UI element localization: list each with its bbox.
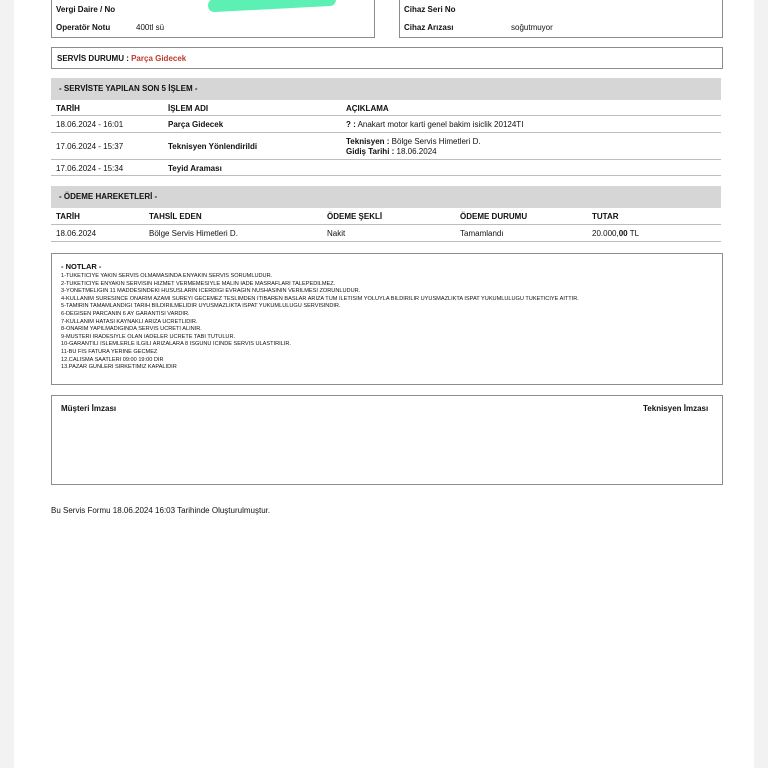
pay-row1-method: Nakit: [327, 229, 346, 238]
pay-col-date: TARİH: [56, 212, 80, 221]
note-item: 5-TAMIRIN TAMAMLANDIGI TARIH BILDIRILMELIDIR UYUSMAZLIKTA ISPAT YUKUMLULUGU SERVISINDIR.: [61, 303, 341, 310]
ops-row3-name: Teyid Araması: [168, 164, 222, 173]
ops-row2-tech-value: Bölge Servis Himetleri D.: [391, 137, 481, 146]
ops-row2-desc: [346, 137, 481, 146]
notes-list: [61, 273, 579, 372]
device-fault-label: Cihaz Arızası: [404, 23, 454, 32]
last-operations-header: - SERVİSTE YAPILAN SON 5 İŞLEM -: [51, 78, 721, 100]
ops-row1-name: Parça Gidecek: [168, 120, 224, 129]
note-item: 9-MUSTERI IRADESIYLE OLAN IADELER UCRETE TABI TUTULUR.: [61, 333, 236, 340]
note-item: 10-GARANTILI ISLEMLERLE ILGILI ARIZALARA 8 ISGUNU ICINDE SERVIS ULASTIRILIR.: [61, 341, 291, 348]
ops-col-name: İŞLEM ADI: [168, 104, 209, 113]
device-serial-label: Cihaz Seri No: [404, 5, 456, 14]
pay-row1-amount-main: 20.000,: [592, 229, 619, 238]
note-item: 3-YONETMELIGIN 11 MADDESINDEKI HUSUSLARIN ICERDIGI EVRAGIN NUSHASININ VERILMESI ZORUNLUDUR.: [61, 288, 361, 295]
ops-row2-line: [51, 159, 721, 160]
tax-office-label: Vergi Daire / No: [56, 5, 116, 14]
note-item: 7-KULLANIM HATASI KAYNAKLI ARIZA UCRETLIDIR.: [61, 318, 198, 325]
ops-row3-date: 17.06.2024 - 15:34: [56, 164, 124, 173]
service-status-value: Parça Gidecek: [131, 54, 187, 63]
ops-row2-desc2: [346, 147, 437, 156]
note-item: 4-KULLANIM SURESINCE ONARIM AZAMI SUREYI GECEMEZ TESLIMDEN ITIBAREN BASLAR ARIZA TUM ILETISIM YOLUYLA BILDIRILIR UYUSMAZLIKTA ISPAT YUKUMLULUGU TUKETICIYE AITTIR.: [61, 295, 579, 302]
service-status-label-text: SERVİS DURUMU :: [57, 54, 129, 63]
ops-row2-tech-label: Teknisyen :: [346, 137, 390, 146]
note-item: 11-BU FIS FATURA YERINE GECMEZ: [61, 348, 158, 355]
pay-header-line: [51, 224, 721, 225]
ops-row1-line: [51, 132, 721, 133]
note-item: 6-DEGISEN PARCANIN 6 AY GARANTISI VARDIR.: [61, 310, 190, 317]
form-created-footer: Bu Servis Formu 18.06.2024 16:03 Tarihinde Oluşturulmuştur.: [51, 506, 271, 515]
ops-row3-line: [51, 175, 721, 176]
note-item: 13.PAZAR GUNLERI SIRKETIMIZ KAPALIDIR: [61, 364, 177, 371]
ops-row1-desc-text: Anakart motor karti genel bakim isiclik 20124TI: [357, 120, 524, 129]
operator-note-value: 400tl sü: [136, 23, 165, 32]
pay-col-amount: TUTAR: [592, 212, 619, 221]
ops-row2-date-label: Gidiş Tarihi :: [346, 147, 395, 156]
ops-header-line: [51, 115, 721, 116]
note-item: 8-ONARIM YAPILMADIGINDA SERVIS UCRETI ALINIR.: [61, 326, 202, 333]
note-item: 2-TUKETICIYE ENYAKIN SERVISIN HIZMET VERMEMESIYLE MALIN IADE MASRAFLARI TALEPEDILMEZ.: [61, 280, 336, 287]
operator-note-label: Operatör Notu: [56, 23, 111, 32]
ops-col-desc: AÇIKLAMA: [346, 104, 389, 113]
pay-col-status: ÖDEME DURUMU: [460, 212, 528, 221]
ops-row1-desc: [346, 120, 523, 129]
ops-row1-desc-label: ? :: [346, 120, 356, 129]
pay-row1-status: Tamamlandı: [460, 229, 504, 238]
note-item: 12.CALISMA SAATLERI 09:00 19:00 DIR: [61, 356, 164, 363]
pay-row1-amount-dec: 00: [618, 229, 628, 238]
ops-col-date: TARİH: [56, 104, 80, 113]
pay-row1-amount: [592, 229, 639, 238]
service-status-label: [57, 54, 186, 63]
device-fault-value: soğutmuyor: [511, 23, 553, 32]
pay-row1-collector: Bölge Servis Himetleri D.: [149, 229, 238, 238]
pay-row1-date: 18.06.2024: [56, 229, 97, 238]
ops-row2-name: Teknisyen Yönlendirildi: [168, 142, 258, 151]
customer-signature-label: Müşteri İmzası: [61, 404, 117, 413]
pay-col-method: ÖDEME ŞEKLİ: [327, 212, 383, 221]
notes-title: - NOTLAR -: [61, 262, 102, 271]
ops-row1-date: 18.06.2024 - 16:01: [56, 120, 124, 129]
ops-row2-date-value: 18.06.2024: [396, 147, 437, 156]
note-item: 1-TUKETICIYE YAKIN SERVIS OLMAMASINDA ENYAKIN SERVIS SORUMLUDUR.: [61, 273, 273, 279]
ops-row2-date: 17.06.2024 - 15:37: [56, 142, 124, 151]
pay-row1-currency: TL: [629, 229, 640, 238]
payments-header: - ÖDEME HAREKETLERİ -: [51, 186, 721, 208]
signature-box: [51, 395, 723, 485]
technician-signature-label: Teknisyen İmzası: [643, 404, 709, 413]
pay-col-collector: TAHSİL EDEN: [149, 212, 202, 221]
pay-row1-line: [51, 241, 721, 242]
